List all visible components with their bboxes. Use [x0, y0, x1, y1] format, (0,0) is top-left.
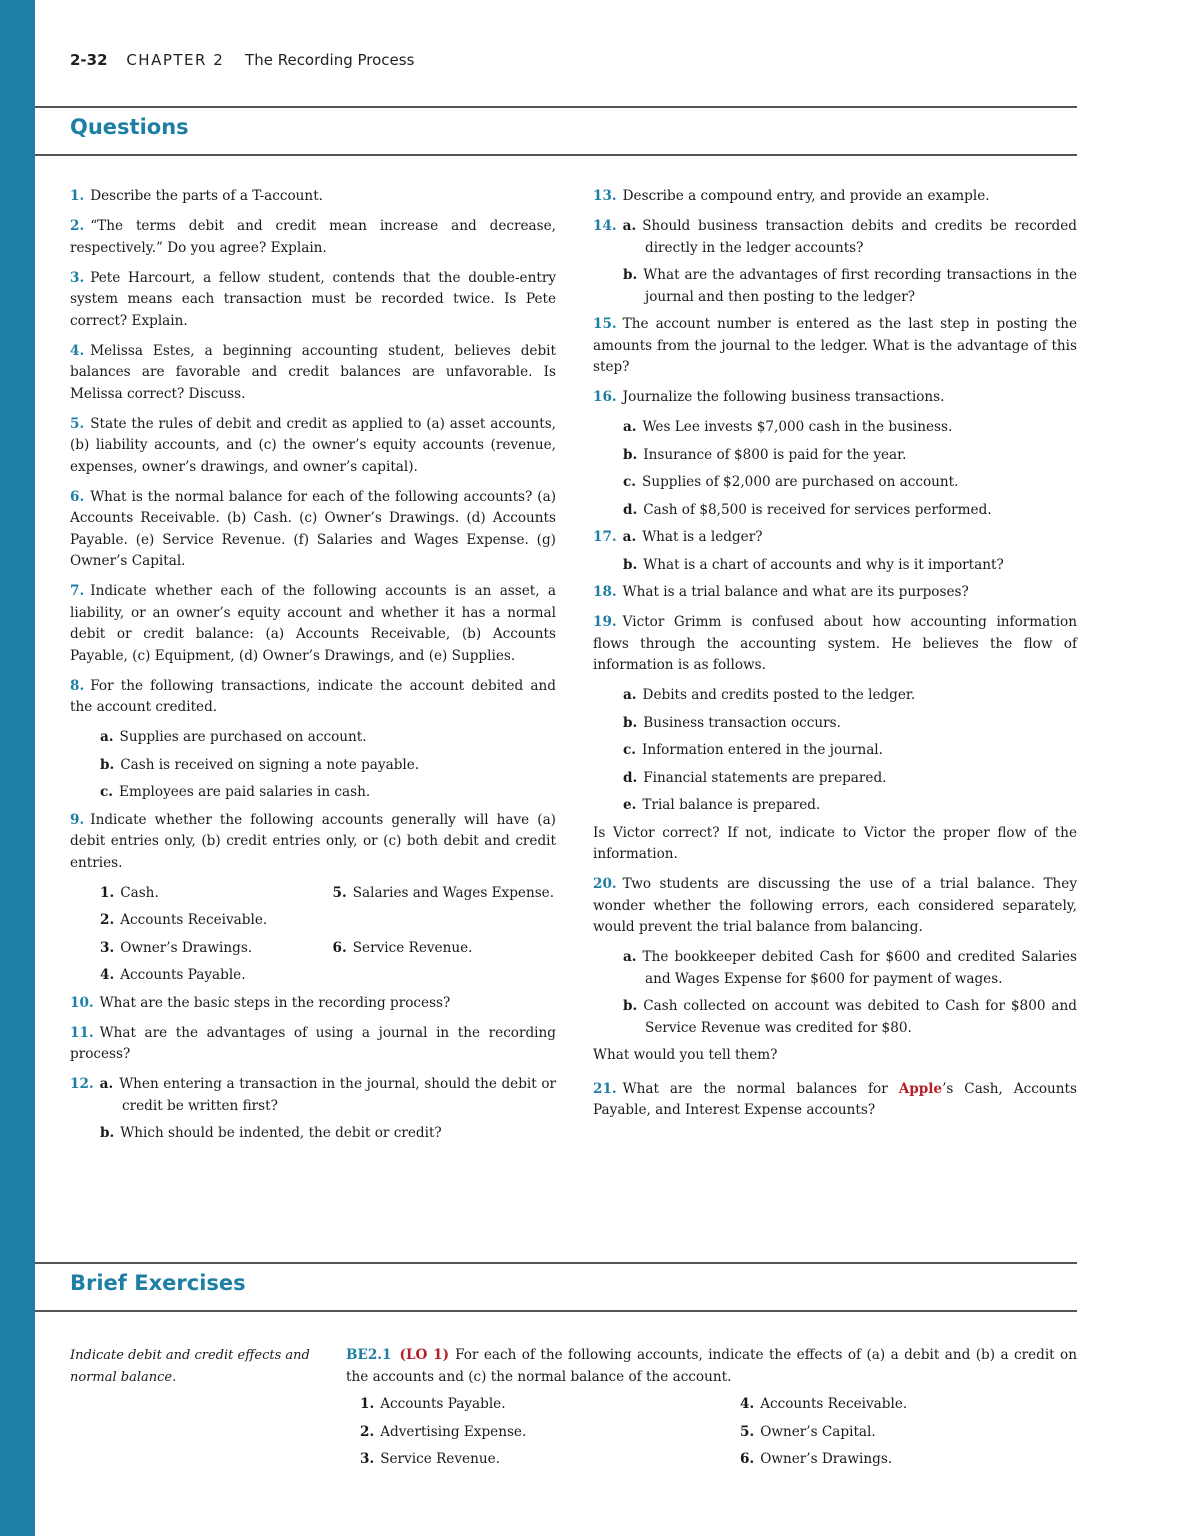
question-18 — [593, 582, 1077, 604]
item-text: Trial balance is prepared. — [642, 797, 821, 813]
item-letter: a. — [623, 419, 637, 435]
item-letter: c. — [623, 742, 637, 758]
question-text: State the rules of debit and credit as applied to (a) asset accounts, (b) liability accounts, and (c) the owner’s equity accounts (revenue, expenses, owner’s drawings, and owner’s capital). — [70, 415, 556, 475]
question-12 — [70, 1074, 556, 1117]
list-item — [333, 938, 556, 960]
item-letter: d. — [623, 769, 638, 786]
question-text-after: What would you tell them? — [593, 1047, 778, 1063]
item-letter: b. — [100, 1125, 115, 1141]
item-letter: 5. — [740, 1423, 755, 1440]
item-text: Insurance of $800 is paid for the year. — [643, 446, 907, 463]
item-letter: d. — [623, 501, 638, 518]
question-text: Describe a compound entry, and provide an example. — [622, 188, 990, 204]
list-item — [333, 883, 556, 905]
item-text: The bookkeeper debited Cash for $600 and credited Salaries and Wages Expense for $600 for payment of wages. — [642, 949, 1077, 987]
question-number: 4. — [70, 342, 85, 359]
item-letter: b. — [623, 267, 638, 283]
item-text: Owner’s Drawings. — [760, 1451, 893, 1467]
chapter-title: The Recording Process — [245, 51, 415, 69]
question-number: 5. — [70, 415, 85, 432]
item-letter: b. — [100, 756, 115, 773]
item-text: Business transaction occurs. — [643, 714, 841, 731]
question-number: 15. — [593, 316, 617, 332]
question-text: Indicate whether each of the following accounts is an asset, a liability, or an owner’s equity account and whether it has a normal debit or credit balance: (a) Accounts Receivable, (b) Accounts Payable, (c) Equipment, (d) Owner’s Drawings, and (e) Supplies. — [70, 583, 556, 664]
item-letter: 6. — [740, 1451, 755, 1467]
item-letter: b. — [623, 998, 638, 1014]
item-letter: a. — [622, 529, 637, 545]
list-row — [70, 883, 556, 905]
questions-right-column — [593, 186, 1077, 1130]
question-number: 16. — [593, 389, 617, 405]
question-number: 21. — [593, 1080, 617, 1097]
question-text: Indicate whether the following accounts generally will have (a) debit entries only, (b) credit entries only, or (c) both debit and credit entries. — [70, 811, 556, 871]
question-text: What are the basic steps in the recording process? — [99, 994, 451, 1011]
question-number: 7. — [70, 583, 85, 599]
item-text: Supplies are purchased on account. — [119, 729, 367, 745]
item-letter: 3. — [100, 939, 115, 956]
list-item — [740, 1394, 1090, 1416]
question-4 — [70, 341, 556, 406]
item-text: Owner’s Capital. — [760, 1423, 876, 1440]
divider — [35, 1262, 1077, 1264]
question-number: 8. — [70, 677, 85, 694]
item-text: Cash of $8,500 is received for services performed. — [643, 501, 992, 518]
list-item — [70, 782, 556, 804]
list-item — [593, 740, 1077, 762]
question-text: Pete Harcourt, a fellow student, contends that the double-entry system means each transaction must be recorded twice. Is Pete correct? Explain. — [70, 269, 556, 329]
item-letter: 2. — [360, 1423, 375, 1440]
list-row — [70, 965, 556, 987]
list-item — [70, 755, 556, 777]
item-text: Accounts Receivable. — [120, 912, 268, 928]
list-item — [593, 713, 1077, 735]
list-item — [593, 500, 1077, 522]
item-letter: 2. — [100, 912, 115, 928]
item-letter: c. — [623, 474, 637, 490]
question-text: What is a trial balance and what are its purposes? — [622, 584, 969, 600]
question-5 — [70, 414, 556, 479]
list-item — [70, 910, 340, 932]
item-text: Service Revenue. — [352, 939, 473, 956]
question-text: “The terms debit and credit mean increase and decrease, respectively.” Do you agree? Explain. — [70, 218, 556, 256]
list-item — [70, 965, 340, 987]
margin-note: Indicate debit and credit effects and normal balance. — [70, 1348, 310, 1385]
exercise-item-list — [346, 1394, 1077, 1471]
item-letter: 3. — [360, 1451, 375, 1467]
question-15 — [593, 314, 1077, 379]
question-text: Melissa Estes, a beginning accounting student, believes debit balances are favorable and credit balances are unfavorable. Is Melissa correct? Discuss. — [70, 342, 556, 402]
list-item — [593, 685, 1077, 707]
question-20 — [593, 874, 1077, 939]
item-letter: a. — [623, 687, 637, 703]
question-text: Describe the parts of a T-account. — [90, 188, 323, 204]
question-number: 14. — [593, 218, 617, 234]
item-text: Service Revenue. — [380, 1451, 500, 1467]
question-13 — [593, 186, 1077, 208]
list-item — [70, 938, 333, 960]
question-number: 9. — [70, 811, 85, 828]
brief-exercises-heading: Brief Exercises — [70, 1271, 246, 1295]
list-item — [593, 768, 1077, 790]
question-16 — [593, 387, 1077, 409]
list-item — [593, 472, 1077, 494]
question-3 — [70, 268, 556, 333]
question-text-after: Is Victor correct? If not, indicate to Victor the proper flow of the information. — [593, 824, 1077, 862]
list-item — [593, 417, 1077, 439]
question-9 — [70, 810, 556, 875]
question-number: 2. — [70, 218, 85, 234]
list-item — [740, 1449, 1090, 1471]
question-number: 13. — [593, 188, 617, 204]
list-item — [593, 947, 1077, 990]
item-letter: c. — [100, 784, 114, 800]
list-item — [70, 727, 556, 749]
list-item — [360, 1422, 740, 1444]
exercise-prompt — [346, 1345, 1077, 1388]
question-text: What is the normal balance for each of the following accounts? (a) Accounts Receivable. (b) Cash. (c) Owner’s Drawings. (d) Accounts Payable. (e) Service Revenue. (f) Salaries and Wages Expense. (g) Owner’s Capital. — [70, 488, 556, 569]
item-text: Accounts Receivable. — [760, 1396, 908, 1412]
item-text: Accounts Payable. — [380, 1396, 506, 1412]
question-number: 19. — [593, 614, 617, 630]
question-number: 17. — [593, 529, 617, 545]
item-letter: 1. — [100, 884, 115, 901]
question-8 — [70, 676, 556, 719]
item-letter: 4. — [740, 1396, 755, 1412]
item-letter: b. — [623, 446, 638, 463]
chapter-label: CHAPTER 2 — [126, 51, 225, 69]
question-21 — [593, 1079, 1077, 1122]
item-letter: 6. — [332, 939, 347, 956]
item-letter: b. — [623, 556, 638, 573]
question-number: 20. — [593, 876, 617, 892]
questions-heading: Questions — [70, 115, 189, 139]
question-7 — [70, 581, 556, 667]
learning-objective: (LO 1) — [399, 1347, 450, 1363]
list-item — [740, 1422, 1090, 1444]
question-number: 6. — [70, 488, 85, 505]
question-11 — [70, 1023, 556, 1066]
item-letter: 1. — [360, 1396, 375, 1412]
item-letter: 4. — [100, 967, 115, 983]
question-17 — [593, 527, 1077, 549]
questions-left-column — [70, 186, 556, 1151]
list-item — [593, 996, 1077, 1039]
exercise-code: BE2.1 — [346, 1347, 392, 1363]
item-text: Owner’s Drawings. — [120, 939, 253, 956]
item-text: Supplies of $2,000 are purchased on account. — [642, 474, 959, 490]
brief-exercise-be2-1 — [346, 1345, 1077, 1471]
list-row — [70, 910, 556, 932]
list-item — [70, 883, 333, 905]
item-letter: a. — [622, 218, 637, 234]
question-number: 12. — [70, 1076, 94, 1092]
item-text: Financial statements are prepared. — [643, 769, 887, 786]
list-row — [70, 938, 556, 960]
item-letter: e. — [623, 797, 637, 813]
item-text: What is a ledger? — [642, 529, 763, 545]
item-text: When entering a transaction in the journal, should the debit or credit be written first? — [119, 1076, 556, 1114]
item-text: Cash is received on signing a note payable. — [120, 756, 420, 773]
list-item — [360, 1449, 740, 1471]
question-text: What are the advantages of using a journal in the recording process? — [70, 1024, 556, 1062]
item-text: Cash. — [120, 884, 159, 901]
company-name: Apple — [898, 1080, 943, 1097]
question-text: ’s Cash, Accounts Payable, and Interest Expense accounts? — [593, 1080, 1077, 1118]
question-1 — [70, 186, 556, 208]
page-side-bar — [0, 0, 35, 1536]
question-10 — [70, 993, 556, 1015]
item-letter: a. — [100, 729, 114, 745]
item-text: Information entered in the journal. — [642, 742, 883, 758]
item-text: Wes Lee invests $7,000 cash in the business. — [642, 419, 953, 435]
item-text: Debits and credits posted to the ledger. — [642, 687, 916, 703]
list-item — [593, 795, 1077, 817]
question-number: 3. — [70, 269, 85, 286]
item-letter: a. — [99, 1076, 114, 1092]
item-text: Should business transaction debits and credits be recorded directly in the ledger accounts? — [642, 218, 1077, 256]
exercise-text: For each of the following accounts, indicate the effects of (a) a debit and (b) a credit on the accounts and (c) the normal balance of the account. — [346, 1347, 1077, 1385]
divider — [35, 154, 1077, 156]
question-number: 1. — [70, 188, 85, 204]
question-text: Journalize the following business transactions. — [622, 389, 945, 405]
list-item — [593, 445, 1077, 467]
list-item — [593, 265, 1077, 308]
item-text: Cash collected on account was debited to Cash for $800 and Service Revenue was credited for $80. — [643, 998, 1077, 1036]
running-head — [70, 50, 414, 72]
question-number: 18. — [593, 584, 617, 600]
question-number: 11. — [70, 1024, 94, 1041]
item-text: Salaries and Wages Expense. — [352, 884, 555, 901]
item-text: Advertising Expense. — [380, 1423, 527, 1440]
divider — [35, 1310, 1077, 1312]
question-14 — [593, 216, 1077, 259]
question-text: Two students are discussing the use of a trial balance. They wonder whether the following errors, each considered separately, would prevent the trial balance from balancing. — [593, 876, 1077, 935]
item-text: Which should be indented, the debit or credit? — [120, 1125, 442, 1141]
item-text: Employees are paid salaries in cash. — [119, 784, 371, 800]
item-text: Accounts Payable. — [120, 967, 246, 983]
divider — [35, 106, 1077, 108]
item-text: What are the advantages of first recording transactions in the journal and then posting to the ledger? — [643, 267, 1077, 305]
question-text: The account number is entered as the last step in posting the amounts from the journal to the ledger. What is the advantage of this step? — [593, 316, 1077, 375]
item-letter: b. — [623, 714, 638, 731]
question-text: What are the normal balances for — [622, 1080, 899, 1097]
list-item — [360, 1394, 740, 1416]
question-19 — [593, 612, 1077, 677]
question-number: 10. — [70, 994, 94, 1011]
item-letter: 5. — [332, 884, 347, 901]
item-letter: a. — [623, 949, 637, 965]
list-item — [593, 555, 1077, 577]
question-text: For the following transactions, indicate the account debited and the account credited. — [70, 677, 556, 715]
item-text: What is a chart of accounts and why is it important? — [643, 556, 1004, 573]
question-6 — [70, 487, 556, 573]
question-text: Victor Grimm is confused about how accounting information flows through the accounting system. He believes the flow of information is as follows. — [593, 614, 1077, 673]
list-item — [70, 1123, 556, 1145]
question-2 — [70, 216, 556, 259]
page-number: 2-32 — [70, 51, 108, 69]
